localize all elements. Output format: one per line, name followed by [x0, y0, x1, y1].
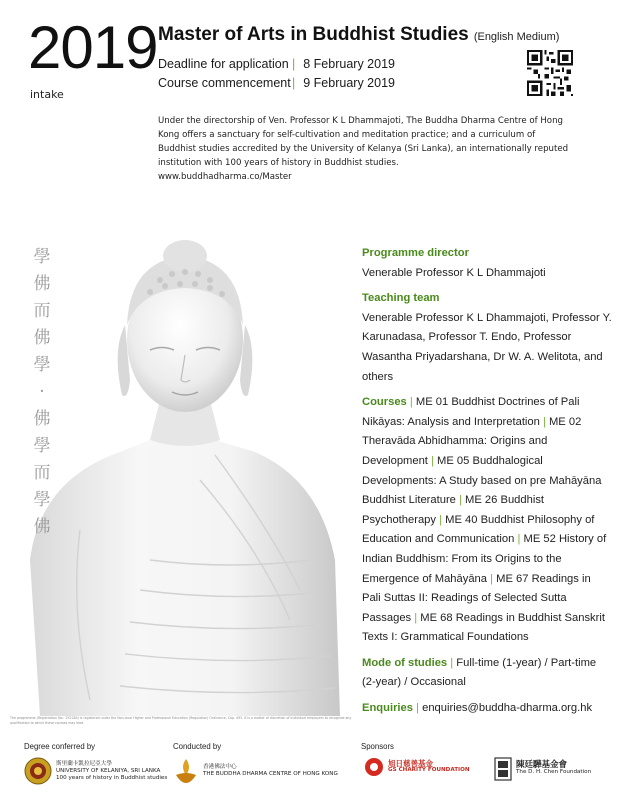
calligraphy-char: 而 — [33, 301, 51, 321]
course-item: ME 52 History of Indian Buddhism: From its Origins to the Emergence of Mahāyāna — [362, 533, 607, 585]
deadline-label: Deadline for application — [158, 57, 289, 71]
key-dates — [158, 55, 395, 93]
calligraphy-char: 佛 — [33, 409, 51, 429]
lotus-flame-icon — [173, 757, 199, 785]
buddha-statue-image — [0, 230, 360, 716]
divider-bar: | — [292, 57, 296, 71]
course-item: ME 26 Buddhist Psychotherapy — [362, 494, 545, 526]
university-logo-block — [24, 757, 167, 785]
course-item: ME 68 Readings in Buddhist Sanskrit Texts I: Grammatical Foundations — [362, 611, 605, 644]
director-heading: Programme director — [362, 247, 469, 259]
gs-charity-name-en: GS CHARITY FOUNDATION — [388, 767, 470, 773]
programme-details — [362, 244, 612, 725]
fine-print: The programme (Registration No.: 252284) is registered under the Non-local Higher and Professional Education (Regulation) Ordinance, Cap. 493. It is a matter of discretion of individual employers to recognize any qualification to which these courses may lead. — [10, 716, 352, 725]
gs-charity-name-zh: 旭日慈善基金 — [388, 759, 433, 768]
centre-logo-block — [173, 757, 338, 785]
calligraphy-char: 學 — [33, 247, 51, 267]
courses-heading: Courses — [362, 396, 407, 409]
commencement-value: 9 February 2019 — [303, 76, 395, 90]
mode-section: Mode of studies | Full-time (1-year) / Part-time (2-year) / Occasional — [362, 656, 597, 689]
enquiries-section: Enquiries | enquiries@buddha-dharma.org.hk — [362, 702, 593, 715]
calligraphy-column — [30, 244, 54, 541]
team-section — [362, 289, 612, 387]
enquiries-email[interactable]: enquiries@buddha-dharma.org.hk — [422, 702, 593, 715]
courses-section: Courses | ME 01 Buddhist Doctrines of Pali Nikāyas: Analysis and Interpretation | ME 02 Theravāda Abhidhamma: Origins and Development | ME 05 Buddhalogical Developments: A Study based on pre Mahāyāna Buddhist Literature | ME 26 Buddhist Psychotherapy | ME 40 Buddhist Philosophy of Education and Communication | ME 52 History of Indian Buddhism: From its Origins to the Emergence of Mahāyāna | ME 67 Readings in Pali Suttas II: Readings of Selected Sutta Passages | ME 68 Readings in Buddhist Sanskrit Texts I: Grammatical Foundations — [362, 396, 607, 644]
centre-name-en: THE BUDDHA DHARMA CENTRE OF HONG KONG — [203, 771, 338, 777]
course-item: ME 40 Buddhist Philosophy of Education and Communication — [362, 513, 595, 546]
deadline-row — [158, 55, 395, 74]
calligraphy-char: 佛 — [33, 274, 51, 294]
intro-text: Under the directorship of Ven. Professor K L Dhammajoti, The Buddha Dharma Centre of Hong Kong offers a sanctuary for self-cultivation and meditation practice; and a curriculum of Buddhist studies accredited by the University of Kelanya (Sri Lanka), an internationally reputed institution with 100 years of history in Buddhist studies. — [158, 116, 569, 168]
programme-url[interactable]: www.buddhadharma.co/Master — [158, 172, 292, 182]
director-name: Venerable Professor K L Dhammajoti — [362, 266, 546, 279]
sponsors-heading: Sponsors — [361, 742, 394, 751]
commencement-label: Course commencement — [158, 76, 291, 90]
commencement-row — [158, 74, 395, 93]
enquiries-heading: Enquiries — [362, 702, 413, 715]
university-tagline: 100 years of history in Buddhist studies — [56, 774, 168, 781]
mode-text: Full-time (1-year) / Part-time (2-year) / Occasional — [362, 656, 597, 689]
gs-charity-logo-block — [364, 757, 470, 777]
calligraphy-char: 而 — [33, 463, 51, 483]
qr-code-icon[interactable] — [527, 50, 573, 96]
team-heading: Teaching team — [362, 292, 440, 305]
title-medium: (English Medium) — [473, 31, 560, 43]
calligraphy-char: 學 — [33, 436, 51, 456]
degree-heading: Degree conferred by — [24, 742, 96, 751]
programme-title — [158, 24, 559, 46]
mode-heading: Mode of studies — [362, 656, 448, 669]
title-text: Master of Arts in Buddhist Studies — [158, 24, 469, 45]
calligraphy-char: 佛 — [33, 328, 51, 348]
deadline-value: 8 February 2019 — [303, 57, 395, 71]
chen-foundation-name-en: The D. H. Chen Foundation — [516, 769, 592, 775]
course-item: ME 05 Buddhalogical Developments: A Study based on pre Mahāyāna Buddhist Literature — [362, 454, 602, 507]
divider-bar: | — [292, 76, 296, 90]
intake-label: intake — [30, 88, 64, 101]
calligraphy-char: · — [39, 382, 45, 402]
chen-foundation-name-zh: 陳廷驊基金會 — [516, 760, 568, 770]
conducted-heading: Conducted by — [173, 742, 222, 751]
chen-seal-icon — [494, 757, 512, 781]
team-members: Venerable Professor K L Dhammajoti, Professor Y. Karunadasa, Professor T. Endo, Professor Wasantha Priyadarshana, Dr W. A. Welitota, and others — [362, 311, 612, 383]
centre-name-zh: 香港佛法中心 — [203, 764, 237, 770]
course-item: ME 67 Readings in Pali Suttas II: Readings of Selected Sutta Passages — [362, 572, 591, 624]
course-item: ME 01 Buddhist Doctrines of Pali Nikāyas: Analysis and Interpretation — [362, 396, 580, 428]
gs-charity-logo-icon — [364, 757, 384, 777]
intake-year: 2019 — [28, 14, 158, 81]
intro-block — [158, 114, 570, 184]
calligraphy-char: 學 — [33, 490, 51, 510]
director-section — [362, 244, 612, 283]
university-name-en: UNIVERSITY OF KELANIYA, SRI LANKA — [56, 767, 161, 774]
chen-foundation-logo-block — [494, 757, 591, 781]
calligraphy-char: 學 — [33, 355, 51, 375]
university-name-zh: 斯里蘭卡凱拉尼亞大學 — [56, 760, 112, 767]
course-item: ME 02 Theravāda Abhidhamma: Origins and Development — [362, 415, 582, 467]
university-seal-icon — [24, 757, 52, 785]
calligraphy-char: 佛 — [33, 517, 51, 537]
